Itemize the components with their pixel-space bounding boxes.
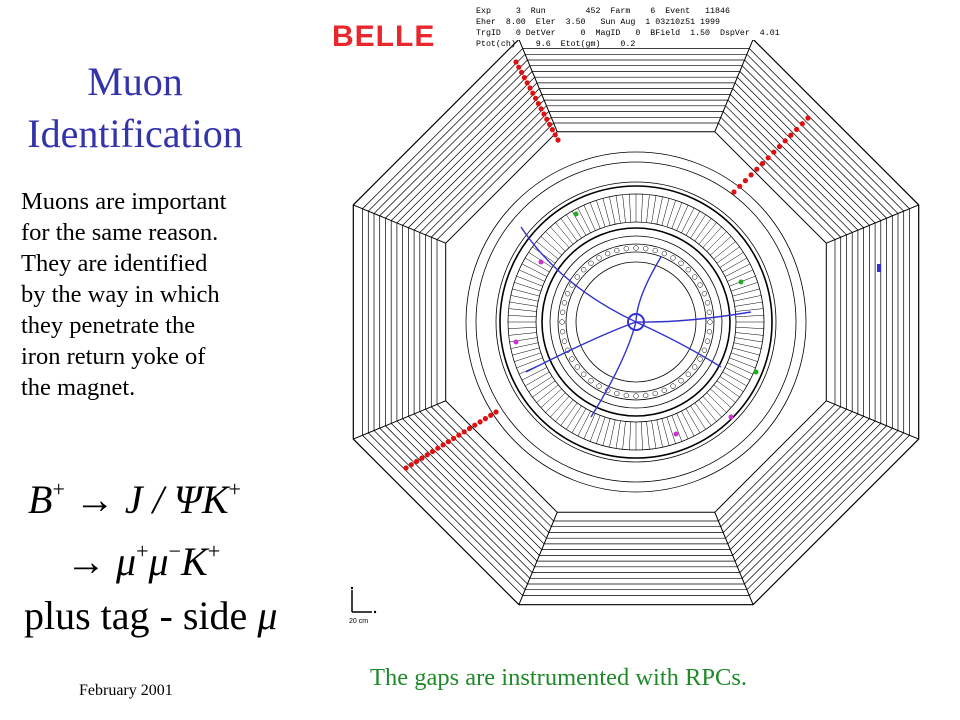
calorimeter-cell — [717, 381, 740, 397]
tof-counter — [565, 291, 570, 296]
tof-counter — [624, 246, 629, 251]
decay-formula-line-2 — [66, 538, 220, 585]
calorimeter-hit — [729, 415, 734, 420]
rpc-hit — [743, 178, 748, 183]
calorimeter-cell — [590, 203, 600, 229]
yoke-corner — [519, 512, 557, 604]
decay-arrow: → — [66, 539, 106, 584]
tof-counter — [562, 339, 567, 344]
calorimeter-cell — [736, 327, 764, 329]
track — [521, 227, 636, 322]
tof-counter — [679, 378, 684, 383]
calorimeter-cell — [584, 413, 595, 439]
body-line: they penetrate the — [21, 312, 196, 339]
scale-label: 20 cm — [349, 618, 369, 625]
outer-hit — [877, 264, 881, 272]
rpc-hit — [435, 446, 440, 451]
info-line: Ptot(ch) 9.6 Etot(gm) 0.2 — [476, 40, 636, 49]
calorimeter-cell — [734, 295, 761, 301]
rpc-hit — [788, 133, 793, 138]
detector-display — [336, 40, 928, 612]
rpc-hit — [425, 452, 430, 457]
calorimeter-cell — [729, 358, 755, 368]
b-meson: B — [28, 477, 53, 522]
calorimeter-cell — [686, 409, 700, 433]
calorimeter-cell — [584, 205, 595, 231]
rpc-hit — [522, 75, 527, 80]
rpc-hit — [544, 117, 549, 122]
rpc-hit — [478, 419, 483, 424]
rpc-hit — [547, 122, 552, 127]
calorimeter-cell — [629, 422, 631, 450]
calorimeter-cell — [714, 241, 736, 259]
tof-counter — [560, 320, 565, 325]
mu-minus-charge: − — [168, 538, 181, 564]
calorimeter-cell — [566, 406, 581, 429]
tof-counter — [671, 256, 676, 261]
track — [591, 322, 636, 417]
calorimeter-cell — [517, 276, 543, 286]
tof-counter — [634, 394, 639, 399]
b-charge: + — [52, 476, 65, 502]
calorimeter-cell — [514, 353, 541, 362]
tof-counter — [614, 248, 619, 253]
tof-counter — [679, 261, 684, 266]
calorimeter-cell — [519, 270, 545, 281]
calorimeter-cell — [657, 420, 663, 447]
yoke-corner — [715, 40, 753, 132]
rpc-hit — [456, 433, 461, 438]
body-line: iron return yoke of — [21, 343, 206, 370]
particle-tracks — [521, 227, 751, 417]
rpc-hit — [749, 172, 754, 177]
tof-counter — [692, 275, 697, 280]
calorimeter-cell — [672, 415, 682, 441]
rpc-hit — [539, 106, 544, 111]
j-psi-rest: / ΨK — [142, 477, 229, 522]
rpc-hit — [794, 127, 799, 132]
calorimeter-cell — [691, 406, 706, 429]
tof-counter — [605, 251, 610, 256]
calorimeter-cell — [707, 232, 727, 252]
tof-counter — [662, 388, 667, 393]
rpc-hit — [550, 127, 555, 132]
muon-hits — [403, 59, 881, 470]
calorimeter-cell — [623, 195, 626, 223]
calorimeter-cell — [735, 302, 763, 306]
tof-counter — [698, 357, 703, 362]
calorimeter-cell — [703, 227, 722, 248]
tof-counter — [560, 310, 565, 315]
rpc-hit — [519, 70, 524, 75]
calorimeter-cell — [596, 200, 605, 227]
kaon-charge: + — [207, 538, 221, 564]
calorimeter-hit — [674, 432, 679, 437]
calorimeter-cell — [509, 333, 537, 336]
calorimeter-cell — [514, 282, 541, 291]
calorimeter-cell — [725, 367, 750, 380]
calorimeter-cell — [723, 372, 747, 386]
calorimeter-hit — [574, 212, 579, 217]
j-psi-j: J — [124, 477, 143, 522]
title-line-2: Identification — [27, 111, 243, 156]
yoke-corner — [353, 401, 445, 439]
rpc-hit — [409, 462, 414, 467]
calorimeter-cell — [529, 377, 552, 392]
calorimeter-cell — [707, 393, 727, 413]
tof-counter — [671, 384, 676, 389]
calorimeter-cell — [561, 218, 577, 241]
rpc-hit — [527, 85, 532, 90]
rpc-hit — [777, 144, 782, 149]
calorimeter-cell — [561, 403, 577, 426]
rpc-hit — [771, 150, 776, 155]
calorimeter-cell — [720, 252, 743, 267]
calorimeter-cell — [616, 196, 620, 224]
rpc-hit — [403, 465, 408, 470]
tof-counter — [692, 365, 697, 370]
rpc-hit — [493, 409, 498, 414]
calorimeter-cell — [629, 194, 631, 222]
rpc-hit — [800, 121, 805, 126]
rpc-hit — [783, 138, 788, 143]
track — [636, 312, 751, 322]
calorimeter-cell — [699, 400, 717, 422]
calorimeter-cell — [541, 389, 562, 408]
rpc-hit — [467, 426, 472, 431]
tof-counter — [562, 300, 567, 305]
body-line: by the way in which — [21, 281, 220, 308]
tof-counter — [575, 275, 580, 280]
rpc-hit — [525, 80, 530, 85]
body-line: They are identified — [21, 250, 208, 277]
calorimeter-cell — [512, 348, 539, 355]
track — [636, 257, 661, 322]
tof-counter — [597, 256, 602, 261]
tof-counter — [702, 291, 707, 296]
calorimeter-cell — [710, 236, 731, 255]
rpc-hit — [414, 459, 419, 464]
rpc-hit — [516, 65, 521, 70]
k-charge: + — [228, 476, 241, 502]
calorimeter-cell — [572, 409, 586, 433]
calorimeter-cell — [596, 417, 605, 444]
calorimeter-cell — [525, 258, 549, 272]
tof-counter — [705, 339, 710, 344]
calorimeter-cell — [657, 197, 663, 224]
calorimeter-cell — [699, 223, 717, 245]
yoke-corner — [826, 401, 918, 439]
rpc-hit — [553, 132, 558, 137]
tof-counter — [589, 378, 594, 383]
info-line: Exp 3 Run 452 Farm 6 Event 11846 — [476, 7, 730, 16]
tof-counter — [702, 348, 707, 353]
calorimeter-cell — [546, 393, 566, 413]
calorimeter-cell — [647, 195, 650, 223]
calorimeter-cell — [509, 309, 537, 312]
rpc-hit — [472, 423, 477, 428]
calorimeter-cell — [522, 264, 547, 277]
body-text — [21, 186, 301, 403]
tof-counter — [570, 357, 575, 362]
calorimeter-cell — [566, 215, 581, 238]
calorimeter-cell — [537, 385, 559, 403]
rpc-hit — [760, 161, 765, 166]
calorimeter-hit — [739, 280, 744, 285]
slide-title — [0, 56, 270, 160]
calorimeter-cell — [691, 215, 706, 238]
yoke-corner — [715, 512, 753, 604]
calorimeter-cell — [725, 264, 750, 277]
calorimeter-cell — [555, 400, 573, 422]
tof-counter — [662, 251, 667, 256]
tof-counter — [575, 365, 580, 370]
calorimeter-cell — [511, 295, 538, 301]
rpc-hit — [536, 101, 541, 106]
yoke-corner — [353, 205, 445, 243]
calorimeter-cell — [616, 421, 620, 449]
rpc-hit — [533, 96, 538, 101]
track — [636, 322, 721, 367]
rpc-hit — [541, 111, 546, 116]
calorimeter-cell — [667, 417, 676, 444]
calorimeter-cell — [681, 411, 694, 436]
decay-arrow: → — [74, 477, 115, 522]
info-line: Eher 8.00 Eler 3.50 Sun Aug 1 03z10z51 1999 — [476, 18, 720, 27]
calorimeter-cell — [647, 422, 650, 450]
calorimeter-cell — [667, 200, 676, 227]
calorimeter-cell — [720, 377, 743, 392]
calorimeter-cell — [681, 208, 694, 233]
calorimeter-cell — [532, 247, 555, 263]
calorimeter-cell — [590, 415, 600, 441]
rpc-hit — [441, 442, 446, 447]
rpc-hit — [754, 167, 759, 172]
calorimeter-cell — [652, 421, 656, 449]
tof-counter — [686, 267, 691, 272]
calorimeter-cell — [550, 227, 569, 248]
rpc-hit — [805, 115, 810, 120]
tag-mu: μ — [257, 593, 278, 638]
body-line: for the same reason. — [21, 219, 219, 246]
rpc-hit — [766, 155, 771, 160]
tof-counter — [653, 391, 658, 396]
rpc-hit — [419, 456, 424, 461]
calorimeter-cell — [672, 203, 682, 229]
calorimeter-cell — [736, 315, 764, 317]
rpc-hit — [737, 184, 742, 189]
calorimeter-cell — [546, 232, 566, 252]
calorimeter-cell — [733, 289, 760, 296]
calorimeter-cell — [578, 411, 591, 436]
calorimeter-cell — [508, 327, 536, 329]
calorimeter-cell — [609, 197, 615, 224]
tof-counter — [560, 329, 565, 334]
tof-counter — [707, 329, 712, 334]
tof-counter — [698, 283, 703, 288]
calorimeter-cell — [677, 205, 688, 231]
decay-formula-line-1 — [28, 476, 241, 523]
tof-counter — [581, 372, 586, 377]
calorimeter-cell — [550, 396, 569, 417]
calorimeter-cell — [603, 198, 610, 225]
calorimeter-cell — [723, 258, 747, 272]
tof-counter — [614, 391, 619, 396]
footer-date: February 2001 — [79, 682, 173, 699]
calorimeter-cell — [522, 367, 547, 380]
belle-logo: BELLE — [332, 20, 436, 53]
calorimeter-cell — [731, 353, 758, 362]
calorimeter-cell — [603, 419, 610, 446]
calorimeter-cell — [695, 218, 711, 241]
tof-counter — [708, 320, 713, 325]
rpc-hit — [488, 413, 493, 418]
calorimeter-cell — [555, 223, 573, 245]
calorimeter-hit — [514, 340, 519, 345]
yoke-corner — [826, 205, 918, 243]
tof-counter — [643, 393, 648, 398]
tof-counter — [705, 300, 710, 305]
rpc-hit — [731, 189, 736, 194]
calorimeter-cell — [736, 333, 764, 336]
tof-counter — [653, 248, 658, 253]
calorimeter-cell — [714, 385, 736, 403]
rpc-hit — [430, 449, 435, 454]
tag-side-text: plus tag - side — [24, 593, 258, 638]
rpc-hit — [451, 436, 456, 441]
calorimeter-cell — [717, 247, 740, 263]
calorimeter-cell — [641, 422, 643, 450]
calorimeter-cell — [532, 381, 555, 397]
calorimeter-cell — [641, 194, 643, 222]
rpc-hit — [555, 137, 560, 142]
decay-formula-line-3 — [24, 592, 277, 639]
calorimeter-cell — [727, 270, 753, 281]
calorimeter-cell — [510, 302, 538, 306]
calorimeter-cell — [609, 420, 615, 447]
rpc-hit — [483, 416, 488, 421]
tof-counter — [597, 384, 602, 389]
body-line: the magnet. — [21, 374, 136, 401]
tof-counter — [589, 261, 594, 266]
tof-counter — [624, 393, 629, 398]
rpc-hit — [530, 91, 535, 96]
mu-minus: μ — [148, 539, 169, 584]
calorimeter-cell — [735, 338, 763, 342]
calorimeter-hit — [754, 370, 759, 375]
kaon: K — [181, 539, 208, 584]
calorimeter-cell — [703, 396, 722, 417]
calorimeter-cell — [578, 208, 591, 233]
rpc-hit — [462, 429, 467, 434]
mu-plus: μ — [116, 539, 137, 584]
calorimeter-cell — [537, 241, 559, 259]
calorimeter-cell — [541, 236, 562, 255]
calorimeter-cell — [736, 309, 764, 312]
tof-counter — [686, 372, 691, 377]
calorimeter-cell — [652, 196, 656, 224]
tof-counter — [707, 310, 712, 315]
tof-counter — [634, 246, 639, 251]
calorimeter-cell — [525, 372, 549, 386]
rpc-hit — [513, 59, 518, 64]
calorimeter-cell — [623, 422, 626, 450]
calorimeter-cell — [710, 389, 731, 408]
rpc-hit — [446, 439, 451, 444]
calorimeter-cell — [733, 348, 760, 355]
calorimeter-cell — [508, 315, 536, 317]
title-line-1: Muon — [87, 59, 183, 104]
calorimeter-cell — [686, 211, 700, 235]
yoke-corner — [519, 40, 557, 132]
calorimeter-cell — [512, 289, 539, 296]
calorimeter-cell — [662, 198, 669, 225]
calorimeter-cell — [677, 413, 688, 439]
calorimeter-hit — [539, 260, 544, 265]
calorimeter-cell — [662, 419, 669, 446]
calorimeter-cell — [731, 282, 758, 291]
tof-counter — [581, 267, 586, 272]
body-line: Muons are important — [21, 188, 227, 215]
calorimeter-cell — [727, 363, 753, 374]
calorimeter-cell — [695, 403, 711, 426]
caption: The gaps are instrumented with RPCs. — [370, 664, 747, 691]
info-line: TrgID 0 DetVer 0 MagID 0 BField 1.50 DspVer 4.01 — [476, 29, 780, 38]
mu-plus-charge: + — [136, 538, 149, 564]
calorimeter-cell — [734, 343, 761, 349]
tof-counter — [643, 246, 648, 251]
